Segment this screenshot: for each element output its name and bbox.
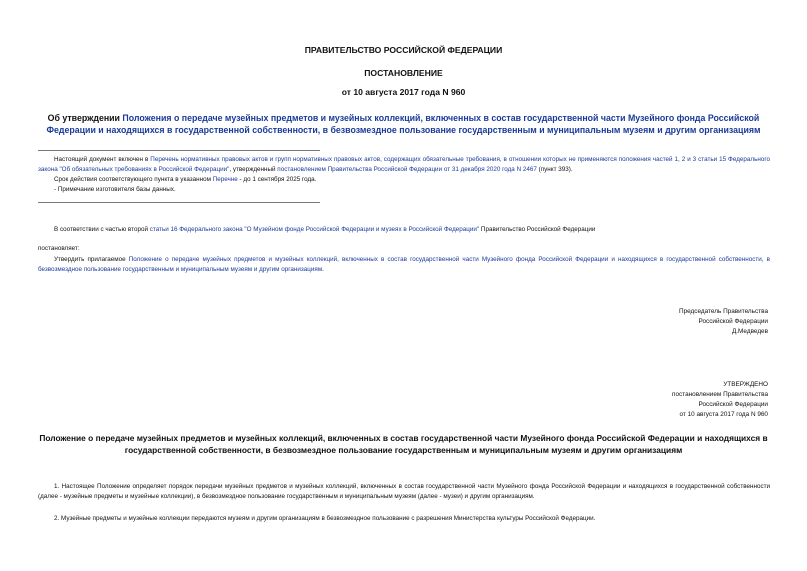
clause-2: 2. Музейные предметы и музейные коллекции передаются музеям и другим организациям в безвозмездное пользование с разрешения Министерства культуры Российской Федерации. bbox=[54, 515, 596, 522]
note-top-divider bbox=[38, 150, 320, 151]
approve-text-a: Утвердить прилагаемое bbox=[54, 256, 129, 263]
signature-name: Д.Медведев bbox=[731, 328, 768, 335]
government-heading: ПРАВИТЕЛЬСТВО РОССИЙСКОЙ ФЕДЕРАЦИИ bbox=[304, 45, 503, 55]
preamble-text-a: В соответствии с частью второй bbox=[54, 226, 150, 233]
note-text-4: Срок действия соответствующего пункта в указанном bbox=[54, 176, 213, 183]
editor-note-term bbox=[38, 175, 770, 185]
signature-block bbox=[568, 307, 768, 337]
note-resolution-link[interactable]: постановлением Правительства Российской Федерации от 31 декабря 2020 года N 2467 bbox=[277, 166, 537, 173]
title-prefix: Об утверждении bbox=[47, 113, 123, 123]
doc-type-heading: ПОСТАНОВЛЕНИЕ bbox=[364, 68, 443, 78]
approval-line-3: Российской Федерации bbox=[698, 401, 768, 408]
clause-1: 1. Настоящее Положение определяет порядок передачи музейных предметов и музейных коллекций, включенных в состав государственной части Музейного фонда Российской Федерации и находящихся в государственной собственности (далее - музейные предметы и музейные коллекции), в безвозмездное пользование государственным и муниципальным музеям (далее - музеи) и другим организациям. bbox=[38, 483, 770, 500]
editor-note-source: - Примечание изготовителя базы данных. bbox=[54, 186, 176, 193]
doc-date-number: от 10 августа 2017 года N 960 bbox=[341, 87, 466, 97]
note-list-short-link[interactable]: Перечне bbox=[212, 176, 238, 183]
note-text-2: , утвержденный bbox=[229, 166, 278, 173]
signature-line-1: Председатель Правительства bbox=[679, 308, 768, 315]
approve-text-b: . bbox=[322, 266, 324, 273]
approval-line-4: от 10 августа 2017 года N 960 bbox=[679, 411, 768, 418]
note-text-3: (пункт 393). bbox=[536, 166, 573, 173]
signature-line-2: Российской Федерации bbox=[698, 318, 768, 325]
approval-stamp-block bbox=[568, 380, 768, 420]
note-text-1: Настоящий документ включен в bbox=[54, 156, 151, 163]
preamble-text-b: Правительство Российской Федерации bbox=[479, 226, 596, 233]
note-bottom-divider bbox=[38, 202, 320, 203]
preamble-paragraph bbox=[38, 225, 770, 235]
approved-regulation-link[interactable]: Положение о передаче музейных предметов и музейных коллекций, включенных в состав государственной части Музейного фонда Российской Федерации и находящихся в государственной собственности, в безвозмездное пользование государственным и муниципальным музеям и другим организациям bbox=[38, 256, 770, 273]
editor-note-paragraph bbox=[38, 155, 770, 175]
note-list-link[interactable]: Перечень нормативных правовых актов и групп нормативных правовых актов, содержащих обязательные требования, в отношении которых не применяются положения частей 1, 2 и 3 статьи 15 Федерального закона "Об обязательных требованиях в Российской Федерации" bbox=[38, 156, 770, 173]
title-regulation-link[interactable]: Положения о передаче музейных предметов и музейных коллекций, включенных в состав государственной части Музейного фонда Российской Федерации и находящихся в государственной собственности, в безвозмездное пользование государственным и муниципальным музеям и другим организациям bbox=[46, 113, 761, 135]
decrees-line: постановляет: bbox=[38, 245, 80, 252]
approval-line-1: УТВЕРЖДЕНО bbox=[723, 381, 768, 388]
federal-law-link[interactable]: статьи 16 Федерального закона "О Музейном фонде Российской Федерации и музеях в Российской Федерации" bbox=[149, 226, 480, 233]
approval-line-2: постановлением Правительства bbox=[672, 391, 768, 398]
approve-paragraph bbox=[38, 255, 770, 275]
regulation-title: Положение о передаче музейных предметов и музейных коллекций, включенных в состав государственной части Музейного фонда Российской Федерации и находящихся в государственной собственности, в безвозмездное пользование государственным и муниципальным музеям и другим организациям bbox=[39, 433, 768, 455]
resolution-title bbox=[36, 112, 771, 136]
note-text-5: - до 1 сентября 2025 года. bbox=[237, 176, 317, 183]
